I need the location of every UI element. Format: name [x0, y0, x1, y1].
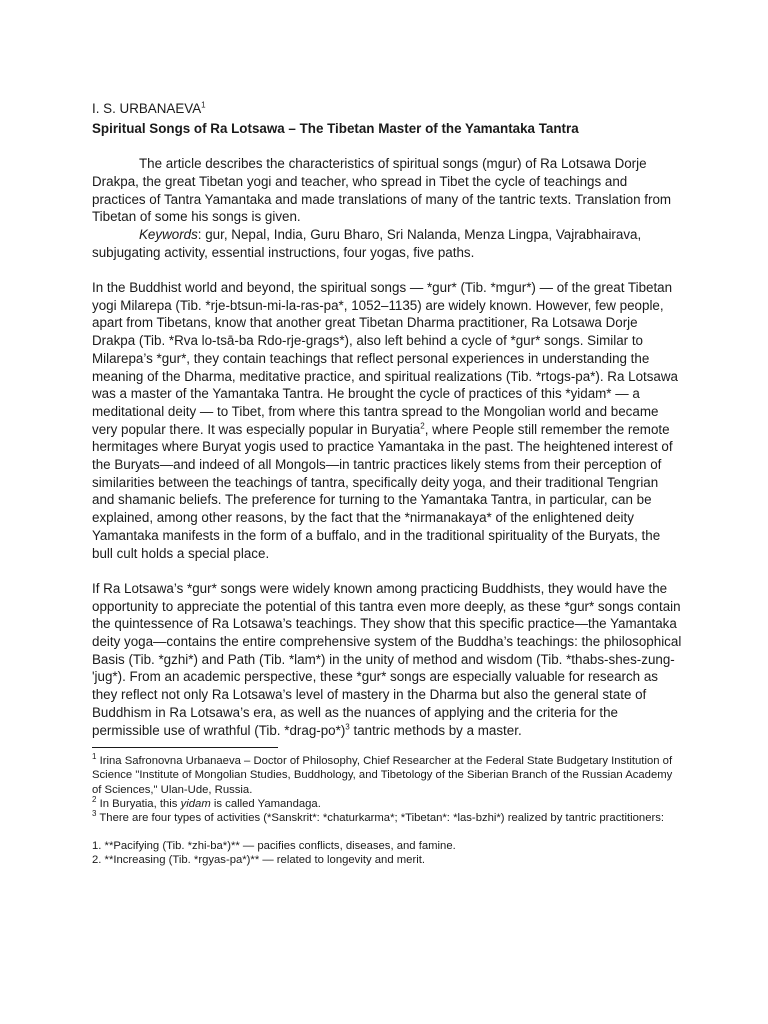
footnote-2-text-b: is called Yamandaga. — [210, 797, 321, 810]
body-paragraph-1 — [92, 279, 682, 562]
keywords-text: : gur, Nepal, India, Guru Bharo, Sri Nalanda, Menza Lingpa, Vajrabhairava, subjugating activity, essential instructions, four yogas, five paths. — [92, 226, 642, 260]
footnote-2-text-a: In Buryatia, this — [96, 797, 181, 810]
abstract-body: Drakpa, the great Tibetan yogi and teacher, who spread in Tibet the cycle of teachings and practices of Tantra Yamantaka and made translations of many of the tantric texts. Translation from Tibetan of some his songs is given. — [92, 173, 672, 225]
footnote-3 — [92, 811, 682, 825]
footnote-3-item-1: 1. **Pacifying (Tib. *zhi-ba*)** — pacifies conflicts, diseases, and famine. — [92, 840, 456, 853]
keywords-paragraph — [92, 226, 682, 261]
footnote-3-item-2: 2. **Increasing (Tib. *rgyas-pa*)** — related to longevity and merit. — [92, 854, 425, 867]
footnote-2 — [92, 797, 682, 811]
footnote-2-italic: yidam — [180, 797, 211, 810]
author-line — [92, 100, 682, 118]
footnote-2-marker: 2 — [92, 795, 97, 805]
document-content — [92, 100, 682, 868]
keywords-label: Keywords — [139, 226, 198, 242]
body-paragraph-2 — [92, 580, 682, 739]
abstract-line-1: The article describes the characteristics of spiritual songs (mgur) of Ra Lotsawa Dorje — [139, 156, 647, 172]
footnote-1-text: Irina Safronovna Urbanaeva – Doctor of Philosophy, Chief Researcher at the Federal State Budgetary Institution of Science "Institute of Mongolian Studies, Buddhology, and Tibetology of the Siberian Branch of the Russian Academy of Sciences," Ulan-Ude, Russia. — [92, 755, 673, 796]
footnote-3-marker: 3 — [92, 809, 97, 819]
author-name: I. S. URBANAEVA — [92, 101, 202, 116]
footnote-1 — [92, 754, 682, 797]
body-paragraph-1-part-b: , where People still remember the remote hermitages where Buryat yogis used to practice Yamantaka in the past. The heightened interest of the Buryats—and indeed of all Mongols—in tantric practices likely stems from their perception of similarities between the teachings of tantra, specifically deity yoga, and their traditional Tengrian and shamanic beliefs. The preference for turning to the Yamantaka Tantra, in particular, can be explained, among other reasons, by the fact that the *nirmanakaya* of the enlightened deity Yamantaka manifests in the form of a buffalo, and in the traditional spirituality of the Buryats, the bull cult holds a special place. — [92, 421, 673, 561]
author-footnote-ref: 1 — [201, 100, 206, 110]
body-paragraph-2-part-b: tantric methods by a master. — [349, 722, 522, 738]
footnote-divider — [92, 747, 278, 748]
footnote-3-text: There are four types of activities (*Sanskrit*: *chaturkarma*; *Tibetan*: *las-bzhi*) realized by tantric practitioners: — [96, 812, 665, 825]
footnote-ref-2: 2 — [420, 421, 425, 431]
footnote-ref-3: 3 — [345, 722, 350, 732]
article-title: Spiritual Songs of Ra Lotsawa – The Tibetan Master of the Yamantaka Tantra — [92, 120, 579, 136]
body-paragraph-1-part-a: In the Buddhist world and beyond, the spiritual songs — *gur* (Tib. *mgur*) — of the great Tibetan yogi Milarepa (Tib. *rje-btsun-mi-la-ras-pa*, 1052–1135) are widely known. However, few people, apart from Tibetans, know that another great Tibetan Dharma practitioner, Ra Lotsawa Dorje Drakpa (Tib. *Rva lo-tsā-ba Rdo-rje-grags*), also left behind a cycle of *gur* songs. Similar to Milarepa’s *gur*, they contain teachings that reflect personal experiences in understanding the meaning of the Dharma, meditative practice, and spiritual realizations (Tib. *rtogs-pa*). Ra Lotsawa was a master of the Yamantaka Tantra. He brought the cycle of practices of this *yidam* — a meditational deity — to Tibet, from where this tantra spread to the Mongolian world and became very popular there. It was especially popular in Buryatia — [92, 280, 678, 437]
body-paragraph-2-part-a: If Ra Lotsawa’s *gur* songs were widely known among practicing Buddhists, they would have the opportunity to appreciate the potential of this tantra even more deeply, as these *gur* songs contain the quintessence of Ra Lotsawa’s teachings. They show that this specific practice—the Yamantaka deity yoga—contains the entire comprehensive system of the Buddha’s teachings: the philosophical Basis (Tib. *gzhi*) and Path (Tib. *lam*) in the unity of method and wisdom (Tib. *thabs-shes-zung-'jug*). From an academic perspective, these *gur* songs are especially valuable for research as they reflect not only Ra Lotsawa’s level of mastery in the Dharma but also the general state of Buddhism in Ra Lotsawa’s era, as well as the nuances of applying and the criteria for the permissible use of wrathful (Tib. *drag-po*) — [92, 580, 682, 738]
footnote-1-marker: 1 — [92, 752, 97, 762]
